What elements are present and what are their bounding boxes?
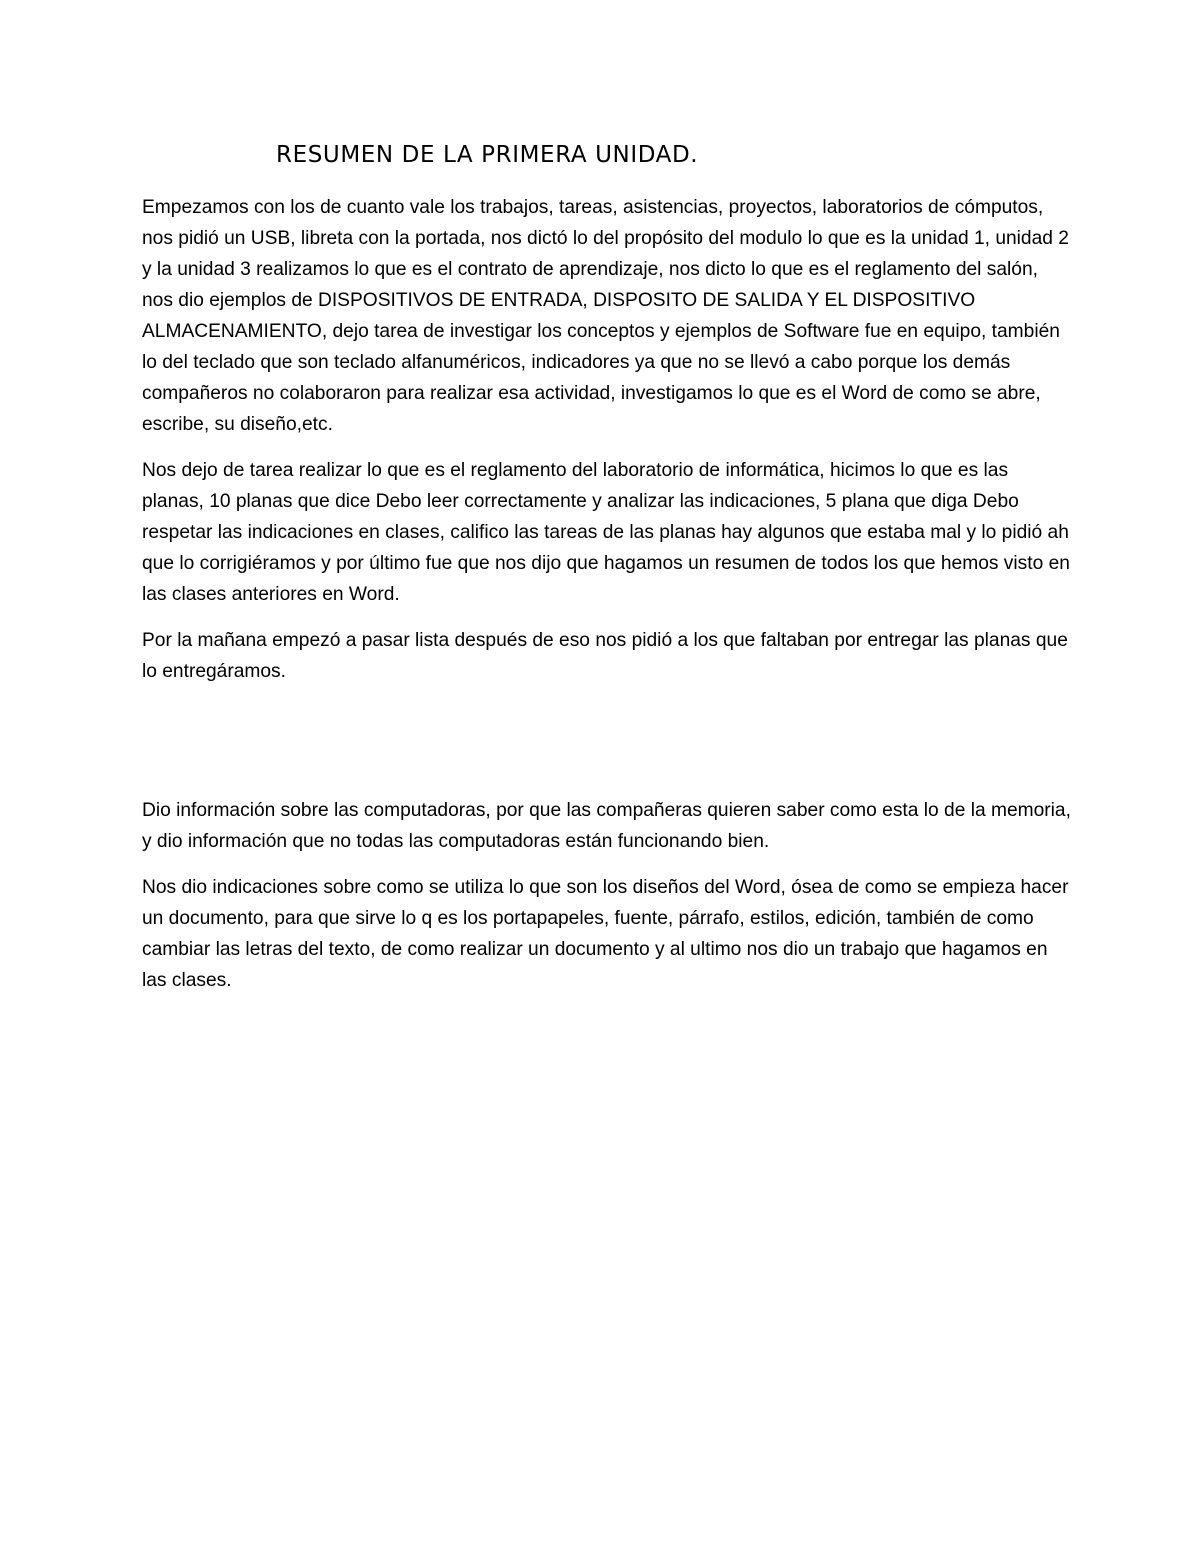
document-title: RESUMEN DE LA PRIMERA UNIDAD. — [276, 142, 699, 168]
paragraph-1: Empezamos con los de cuanto vale los trabajos, tareas, asistencias, proyectos, laboratorios de cómputos, nos pidió un USB, libreta con la portada, nos dictó lo del propósito del modulo lo que es la unidad 1, unidad 2 y la unidad 3 realizamos lo que es el contrato de aprendizaje, nos dicto lo que es el reglamento del salón, nos dio ejemplos de DISPOSITIVOS DE ENTRADA, DISPOSITO DE SALIDA Y EL DISPOSITIVO ALMACENAMIENTO, dejo tarea de investigar los conceptos y ejemplos de Software fue en equipo, también lo del teclado que son teclado alfanuméricos, indicadores ya que no se llevó a cabo porque los demás compañeros no colaboraron para realizar esa actividad, investigamos lo que es el Word de como se abre, escribe, su diseño,etc. — [142, 197, 1069, 435]
paragraph-3: Por la mañana empezó a pasar lista después de eso nos pidió a los que faltaban por entregar las planas que lo entregáramos. — [142, 630, 1068, 682]
paragraph-4: Dio información sobre las computadoras, por que las compañeras quieren saber como esta lo de la memoria, y dio información que no todas las computadoras están funcionando bien. — [142, 800, 1071, 852]
paragraph-5: Nos dio indicaciones sobre como se utiliza lo que son los diseños del Word, ósea de como se empieza hacer un documento, para que sirve lo q es los portapapeles, fuente, párrafo, estilos, edición, también de como cambiar las letras del texto, de como realizar un documento y al ultimo nos dio un trabajo que hagamos en las clases. — [142, 877, 1069, 991]
document-body — [142, 192, 1072, 1011]
paragraph-2: Nos dejo de tarea realizar lo que es el reglamento del laboratorio de informática, hicimos lo que es las planas, 10 planas que dice Debo leer correctamente y analizar las indicaciones, 5 plana que diga Debo respetar las indicaciones en clases, califico las tareas de las planas hay algunos que estaba mal y lo pidió ah que lo corrigiéramos y por último fue que nos dijo que hagamos un resumen de todos los que hemos visto en las clases anteriores en Word. — [142, 460, 1070, 605]
